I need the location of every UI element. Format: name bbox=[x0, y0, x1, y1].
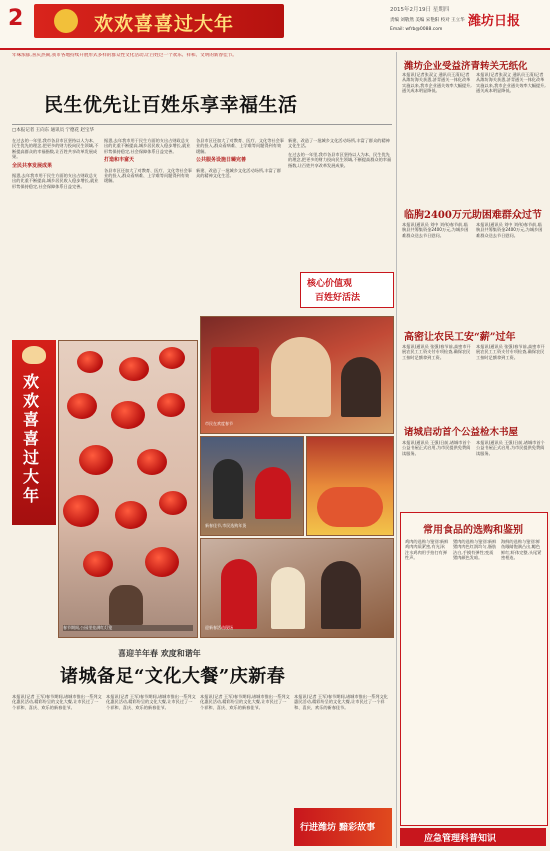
food-tips-box bbox=[400, 512, 548, 826]
callout-line: 百姓好活法 bbox=[315, 293, 361, 303]
person-silhouette bbox=[341, 357, 381, 417]
right-article: 本报讯(通讯员 刘中 刘伟)春节前,临朐县共筹集资金2400万元,为城乡困难群众送去节日慰问。 bbox=[402, 222, 469, 238]
flower-photo bbox=[306, 436, 394, 536]
festival-sidebar bbox=[12, 340, 56, 525]
right-article: 本报讯(通讯员 王强)日前,诸城市首个公益书屋正式启用,为市民提供免费阅读服务。 bbox=[476, 440, 545, 456]
core-values-callout bbox=[300, 272, 394, 308]
masthead-contact: Email: wfrb@0088.com bbox=[390, 27, 443, 32]
lantern-icon bbox=[83, 551, 113, 577]
bottom-ad bbox=[294, 808, 392, 846]
event-photo bbox=[200, 316, 394, 434]
article-paragraph: 各县市区还加大了对教育、医疗、文化等社会事业的投入,群众看病难、上学难等问题得到有效缓解。 bbox=[104, 167, 192, 184]
footer-banner bbox=[400, 828, 546, 846]
right-headline: 诸城启动首个公益检木书屋 bbox=[404, 427, 519, 438]
callout-line: 核心价值观 bbox=[307, 279, 353, 289]
lantern-icon bbox=[115, 501, 147, 529]
person-silhouette bbox=[271, 567, 305, 629]
lantern-icon bbox=[63, 495, 99, 527]
food-tips-column-1: 鸡肉的选购与鉴别:新鲜鸡肉肉质紧密,有光泽;注水鸡肉用手拍打有弹性声。 bbox=[405, 539, 449, 561]
right-headline: 临朐2400万元助困难群众过节 bbox=[404, 210, 542, 221]
right-headline: 潍坊企业受益济青转关无纸化 bbox=[404, 61, 528, 72]
article-paragraph: 据悉,去年我市用于民生方面的支出占财政总支出的比重不断提高,城乡居民收入稳步增长,就业形势保持稳定,社会保障体系日益完善。 bbox=[104, 138, 191, 154]
food-tips-column-3: 海鲜的选购与鉴别:鲜鱼眼睛饱满凸出,鳃色鲜红;虾体完整,头尾紧密相连。 bbox=[501, 539, 542, 561]
red-banner bbox=[211, 347, 259, 413]
article-paragraph: 据悉,去年我市用于民生方面的支出占财政总支出的比重不断提高,城乡居民收入稳步增长,就业形势保持稳定,社会保障体系日益完善。 bbox=[12, 173, 99, 189]
main-headline: 民生优先让百姓乐享幸福生活 bbox=[44, 94, 298, 116]
lantern-icon bbox=[67, 393, 97, 419]
masthead-date: 2015年2月19日 星期四 bbox=[390, 7, 450, 13]
article-paragraph: 新建、改造了一批城乡文化活动场所,丰富了群众的精神文化生活。 bbox=[288, 138, 390, 149]
lantern-icon bbox=[137, 449, 167, 475]
article-column-2 bbox=[104, 138, 192, 338]
article-paragraph: 在过去的一年里,我市各县市区坚持以人为本、民生优先的理念,把更多的财力投向民生领域,不断提高群众的幸福指数,让百姓共享改革发展成果。 bbox=[288, 151, 392, 168]
photo-caption: 春节期间,公园里挂满红灯笼 bbox=[63, 625, 193, 631]
lantern-icon bbox=[145, 547, 179, 577]
newspaper-logo: 潍坊日报 bbox=[468, 14, 521, 29]
lantern-icon bbox=[111, 401, 145, 429]
subhead: 打造和丰富天 bbox=[104, 157, 135, 164]
article-column-3 bbox=[196, 138, 284, 338]
lantern-icon bbox=[79, 445, 113, 475]
flower-pot bbox=[317, 487, 383, 527]
right-article: 本报讯(通讯员 张强)春节前,高密市开展农民工工资支付专项检查,确保农民工按时足额拿到工资。 bbox=[476, 344, 545, 360]
intro-text: 年味浓郁,喜庆热闹,我市各地持续开展形式多样的群众性文化活动,让百姓过一个欢乐、祥和、文明的新春佳节。 bbox=[12, 53, 237, 58]
subhead: 公共服务设施日臻完善 bbox=[196, 157, 247, 164]
banner-decor-icon bbox=[54, 9, 78, 33]
right-article: 本报讯(记者张双义 通讯员王清)记者从潍坊海关获悉,济青通关一体化改革实施以来,我市企业通关效率大幅提升,通关成本明显降低。 bbox=[476, 72, 546, 94]
right-article: 本报讯(通讯员 张强)春节前,高密市开展农民工工资支付专项检查,确保农民工按时足额拿到工资。 bbox=[402, 344, 471, 360]
person-silhouette bbox=[109, 585, 143, 625]
bottom-kicker: 喜迎羊年春 欢度和谐年 bbox=[118, 648, 201, 658]
food-tips-column-2: 猪肉的选购与鉴别:新鲜猪肉肉色红润均匀,脂肪洁白,手摸有弹性;变质猪肉颜色发暗。 bbox=[453, 539, 497, 561]
bottom-column-3: 本报讯(记者 王军)春节期间,诸城市推出一系列文化惠民活动,精彩纷呈的文化大餐,让市民过了一个祥和、喜庆、欢乐的新春佳节。 bbox=[200, 694, 290, 710]
person-silhouette bbox=[255, 467, 291, 519]
lantern-icon bbox=[157, 393, 185, 417]
lantern-icon bbox=[159, 491, 187, 515]
right-article: 本报讯(通讯员 刘中 刘伟)春节前,临朐县共筹集资金2400万元,为城乡困难群众送去节日慰问。 bbox=[476, 222, 543, 238]
bottom-column-4: 本报讯(记者 王军)春节期间,诸城市推出一系列文化惠民活动,精彩纷呈的文化大餐,让市民过了一个祥和、喜庆、欢乐的新春佳节。 bbox=[294, 694, 388, 710]
ad-text: 行进潍坊 黯彩故事 bbox=[300, 823, 376, 833]
bottom-headline: 诸城备足“文化大餐”庆新春 bbox=[60, 666, 286, 687]
crowd-silhouette bbox=[271, 337, 331, 417]
masthead-sections: 责编 刘敬然 美编 宋艳阳 校对 王立华 bbox=[390, 18, 465, 23]
column-divider bbox=[396, 52, 397, 848]
article-column-1 bbox=[12, 138, 100, 338]
photo-caption: 新春佳节,市民选购年货 bbox=[205, 523, 247, 528]
article-paragraph: 新建、改造了一批城乡文化活动场所,丰富了群众的精神文化生活。 bbox=[196, 167, 282, 179]
page-number: 2 bbox=[8, 6, 24, 31]
market-photo bbox=[200, 436, 304, 536]
lantern-photo bbox=[58, 340, 198, 638]
bottom-column-1: 本报讯(记者 王军)春节期间,诸城市推出一系列文化惠民活动,精彩纷呈的文化大餐,让市民过了一个祥和、喜庆、欢乐的新春佳节。 bbox=[12, 694, 102, 710]
right-headline: 高密让农民工安“薪”过年 bbox=[404, 332, 516, 343]
sidebar-title: 欢欢喜喜过大年 bbox=[23, 372, 40, 505]
banner-title: 欢欢喜喜过大年 bbox=[94, 13, 235, 35]
byline: □本报记者 王向东 通讯员 宁德花 赵宝华 bbox=[12, 128, 94, 133]
right-article: 本报讯(记者张双义 通讯员王清)记者从潍坊海关获悉,济青通关一体化改革实施以来,我市企业通关效率大幅提升,通关成本明显降低。 bbox=[402, 72, 472, 94]
person-silhouette bbox=[213, 459, 243, 519]
right-article: 本报讯(通讯员 王强)日前,诸城市首个公益书屋正式启用,为市民提供免费阅读服务。 bbox=[402, 440, 471, 456]
photo-caption: 迎新春活动现场 bbox=[205, 625, 233, 630]
masthead bbox=[0, 0, 550, 50]
person-silhouette bbox=[221, 559, 257, 629]
lantern-icon bbox=[77, 351, 103, 373]
lantern-icon bbox=[159, 347, 185, 369]
article-paragraph: 各县市区还加大了对教育、医疗、文化等社会事业的投入,群众看病难、上学难等问题得到有效缓解。 bbox=[196, 138, 284, 154]
bottom-column-2: 本报讯(记者 王军)春节期间,诸城市推出一系列文化惠民活动,精彩纷呈的文化大餐,让市民过了一个祥和、喜庆、欢乐的新春佳节。 bbox=[106, 694, 196, 710]
sheep-icon bbox=[22, 346, 46, 364]
divider bbox=[12, 124, 392, 125]
person-silhouette bbox=[321, 561, 361, 629]
subhead: 全民共享发展成果 bbox=[12, 162, 53, 169]
article-paragraph: 在过去的一年里,我市各县市区坚持以人为本、民生优先的理念,把更多的财力投向民生领域,不断提高群众的幸福指数,让百姓共享改革发展成果。 bbox=[12, 138, 99, 160]
photo-caption: 市民在欢度春节 bbox=[205, 421, 233, 426]
food-tips-title: 常用食品的选购和鉴别 bbox=[423, 525, 523, 536]
activity-photo bbox=[200, 538, 394, 638]
lantern-icon bbox=[119, 357, 149, 381]
footer-banner-text: 应急管理科普知识 bbox=[424, 834, 497, 844]
banner-band bbox=[34, 4, 284, 38]
